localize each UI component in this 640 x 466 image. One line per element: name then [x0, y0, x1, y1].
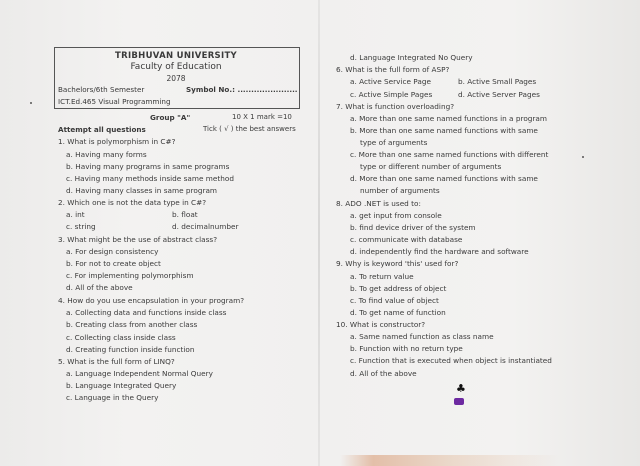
option[interactable]: c. Collecting class inside class — [66, 333, 176, 342]
option[interactable]: b. For not to create object — [66, 259, 161, 268]
faculty-name: Faculty of Education — [130, 62, 222, 72]
marks-label: 10 X 1 mark =10 — [232, 113, 292, 121]
paper-stain — [340, 455, 560, 466]
university-name: TRIBHUVAN UNIVERSITY — [115, 51, 237, 61]
option[interactable]: d. decimalnumber — [172, 222, 239, 231]
tick-instruction: Tick ( √ ) the best answers — [203, 125, 296, 133]
option[interactable]: b. Language Integrated Query — [66, 381, 177, 390]
option[interactable]: d. All of the above — [66, 283, 133, 292]
symbol-number: Symbol No.: ...................... — [186, 85, 298, 94]
question-5: 5. What is the full form of LINQ? — [58, 357, 175, 366]
question-7: 7. What is function overloading? — [336, 102, 455, 111]
option[interactable]: d. All of the above — [350, 369, 417, 378]
option[interactable]: c. For implementing polymorphism — [66, 271, 194, 280]
group-title: Group "A" — [150, 113, 191, 122]
speck — [30, 102, 32, 104]
club-icon: ♣ — [456, 382, 466, 395]
option[interactable]: c. Language in the Query — [66, 393, 159, 402]
speck — [582, 156, 584, 158]
question-1: 1. What is polymorphism in C#? — [58, 137, 176, 146]
option[interactable]: a. Collecting data and functions inside class — [66, 308, 227, 317]
option[interactable]: d. Language Integrated No Query — [350, 53, 473, 62]
option[interactable]: b. More than one same named functions with same — [350, 126, 538, 135]
option[interactable]: b. To get address of object — [350, 284, 447, 293]
question-2: 2. Which one is not the data type in C#? — [58, 198, 207, 207]
question-3: 3. What might be the use of abstract class? — [58, 235, 218, 244]
option[interactable]: a. To return value — [350, 272, 414, 281]
option[interactable]: a. More than one same named functions in a program — [350, 114, 547, 123]
option[interactable]: a. Language Independent Normal Query — [66, 369, 213, 378]
semester-label: Bachelors/6th Semester — [58, 85, 145, 94]
option[interactable]: a. get input from console — [350, 211, 442, 220]
option[interactable]: c. string — [66, 222, 96, 231]
option[interactable]: c. Having many methods inside same method — [66, 174, 234, 183]
course-code: ICT.Ed.465 Visual Programming — [58, 97, 171, 106]
option[interactable]: a. int — [66, 210, 85, 219]
question-10: 10. What is constructor? — [336, 320, 426, 329]
option[interactable]: b. float — [172, 210, 198, 219]
option[interactable]: b. Active Small Pages — [458, 77, 537, 86]
option[interactable]: c. More than one same named functions with different — [350, 150, 549, 159]
question-8: 8. ADO .NET is used to: — [336, 199, 421, 208]
question-4: 4. How do you use encapsulation in your program? — [58, 296, 245, 305]
option[interactable]: d. Active Server Pages — [458, 90, 540, 99]
option-continuation: type of arguments — [360, 138, 428, 147]
option[interactable]: c. communicate with database — [350, 235, 463, 244]
option[interactable]: c. Function that is executed when object is instantiated — [350, 356, 552, 365]
attempt-instruction: Attempt all questions — [58, 125, 146, 134]
question-9: 9. Why is keyword 'this' used for? — [336, 259, 459, 268]
option[interactable]: c. Active Simple Pages — [350, 90, 433, 99]
option[interactable]: b. find device driver of the system — [350, 223, 476, 232]
option[interactable]: b. Function with no return type — [350, 344, 463, 353]
option[interactable]: b. Creating class from another class — [66, 320, 198, 329]
option[interactable]: a. Having many forms — [66, 150, 147, 159]
option[interactable]: a. Same named function as class name — [350, 332, 494, 341]
option[interactable]: d. Having many classes in same program — [66, 186, 218, 195]
option-continuation: number of arguments — [360, 186, 440, 195]
option[interactable]: a. Active Service Page — [350, 77, 431, 86]
option[interactable]: d. Creating function inside function — [66, 345, 195, 354]
option[interactable]: d. More than one same named functions with same — [350, 174, 538, 183]
page-fold — [318, 0, 320, 466]
option[interactable]: a. For design consistency — [66, 247, 159, 256]
option[interactable]: b. Having many programs in same programs — [66, 162, 230, 171]
ink-smudge — [454, 398, 464, 405]
question-6: 6. What is the full form of ASP? — [336, 65, 450, 74]
exam-year: 2078 — [166, 74, 186, 83]
option-continuation: type or different number of arguments — [360, 162, 502, 171]
option[interactable]: c. To find value of object — [350, 296, 439, 305]
option[interactable]: d. To get name of function — [350, 308, 446, 317]
option[interactable]: d. independently find the hardware and software — [350, 247, 529, 256]
